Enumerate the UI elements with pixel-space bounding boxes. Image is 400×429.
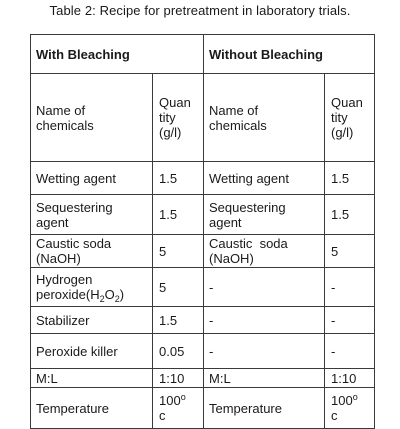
cell-without-name: M:L [204, 369, 325, 388]
cell-without-qty: 1:10 [325, 369, 375, 388]
column-header-quantity-with [153, 74, 204, 162]
column-header-qty-line2: tity [331, 110, 348, 125]
column-header-qty-line3: (g/l) [159, 125, 182, 140]
temperature-unit: c [331, 408, 338, 423]
cell-with-qty: 5 [153, 235, 204, 268]
cell-with-name [31, 195, 153, 235]
cell-without-name: - [204, 334, 325, 369]
cell-without-name [204, 235, 325, 268]
cell-with-qty: 1.5 [153, 195, 204, 235]
cell-with-name [31, 235, 153, 268]
column-header-quantity-without [325, 74, 375, 162]
cell-without-qty: 5 [325, 235, 375, 268]
cell-with-name: Stabilizer [31, 307, 153, 334]
column-header-qty-line3: (g/l) [331, 125, 354, 140]
cell-without-name: - [204, 307, 325, 334]
temperature-unit: c [159, 408, 166, 423]
cell-text-line: Caustic soda [209, 236, 288, 251]
cell-with-name: M:L [31, 369, 153, 388]
cell-without-qty: - [325, 307, 375, 334]
cell-without-qty: - [325, 334, 375, 369]
column-header-qty-line1: Quan [331, 95, 363, 110]
formula-mid: O [104, 287, 115, 302]
cell-with-qty: 0.05 [153, 334, 204, 369]
temperature-value: 100$^o$ [159, 392, 186, 408]
degree-superscript: o [352, 392, 358, 402]
table-group-header-row [31, 35, 375, 74]
cell-text-line: Sequestering [36, 199, 113, 215]
table-row-hydrogen-peroxide [31, 268, 375, 307]
column-header-qty-line1: Quan [159, 95, 191, 110]
cell-without-name: Wetting agent [204, 162, 325, 195]
cell-with-qty: 1.5 [153, 162, 204, 195]
cell-text-line: Hydrogen [36, 272, 93, 287]
cell-without-qty [325, 388, 375, 429]
table-row-wetting-agent [31, 162, 375, 195]
cell-text-line: (NaOH) [209, 251, 254, 266]
table-row-peroxide-killer [31, 334, 375, 369]
cell-without-name: - [204, 268, 325, 307]
cell-text-line: Sequestering [209, 199, 286, 215]
table-row-temperature [31, 388, 375, 429]
cell-with-name [31, 268, 153, 307]
table-row-sequestering-agent [31, 195, 375, 235]
temperature-value: 100$^o$ [331, 392, 358, 408]
cell-text-line: (NaOH) [36, 251, 81, 266]
column-header-qty-line2: tity [159, 110, 176, 125]
table-row-ml [31, 369, 375, 388]
column-header-name-without [204, 74, 325, 162]
cell-without-qty: - [325, 268, 375, 307]
table-row-caustic-soda [31, 235, 375, 268]
cell-with-qty: 5 [153, 268, 204, 307]
cell-with-qty [153, 388, 204, 429]
column-header-name-line2: chemicals [36, 117, 94, 133]
recipe-table [30, 34, 375, 429]
formula-subscript: 2 [99, 294, 105, 304]
table-caption: Table 2: Recipe for pretreatment in laboratory trials. [49, 3, 351, 18]
cell-text-line: Caustic soda [36, 236, 112, 251]
cell-with-name: Wetting agent [31, 162, 153, 195]
cell-text-line: agent [36, 214, 69, 230]
cell-with-qty: 1:10 [153, 369, 204, 388]
formula-prefix: peroxide(H [36, 287, 100, 302]
formula-subscript: 2 [114, 294, 120, 304]
cell-without-qty: 1.5 [325, 195, 375, 235]
group-header-with-bleaching: With Bleaching [31, 35, 204, 74]
cell-with-name: Temperature [31, 388, 153, 429]
cell-without-name: Temperature [204, 388, 325, 429]
cell-text-line-formula [36, 287, 152, 302]
cell-text-line: agent [209, 214, 242, 230]
cell-without-qty: 1.5 [325, 162, 375, 195]
table-column-header-row [31, 74, 375, 162]
cell-with-name: Peroxide killer [31, 334, 153, 369]
group-header-without-bleaching: Without Bleaching [204, 35, 375, 74]
cell-without-name [204, 195, 325, 235]
table-row-stabilizer [31, 307, 375, 334]
cell-with-qty: 1.5 [153, 307, 204, 334]
formula-suffix: ) [119, 287, 125, 302]
column-header-name-with [31, 74, 153, 162]
column-header-name-line1: Name of [209, 102, 259, 118]
column-header-name-line2: chemicals [209, 117, 267, 133]
degree-superscript: o [180, 392, 186, 402]
column-header-name-line1: Name of [36, 102, 86, 118]
